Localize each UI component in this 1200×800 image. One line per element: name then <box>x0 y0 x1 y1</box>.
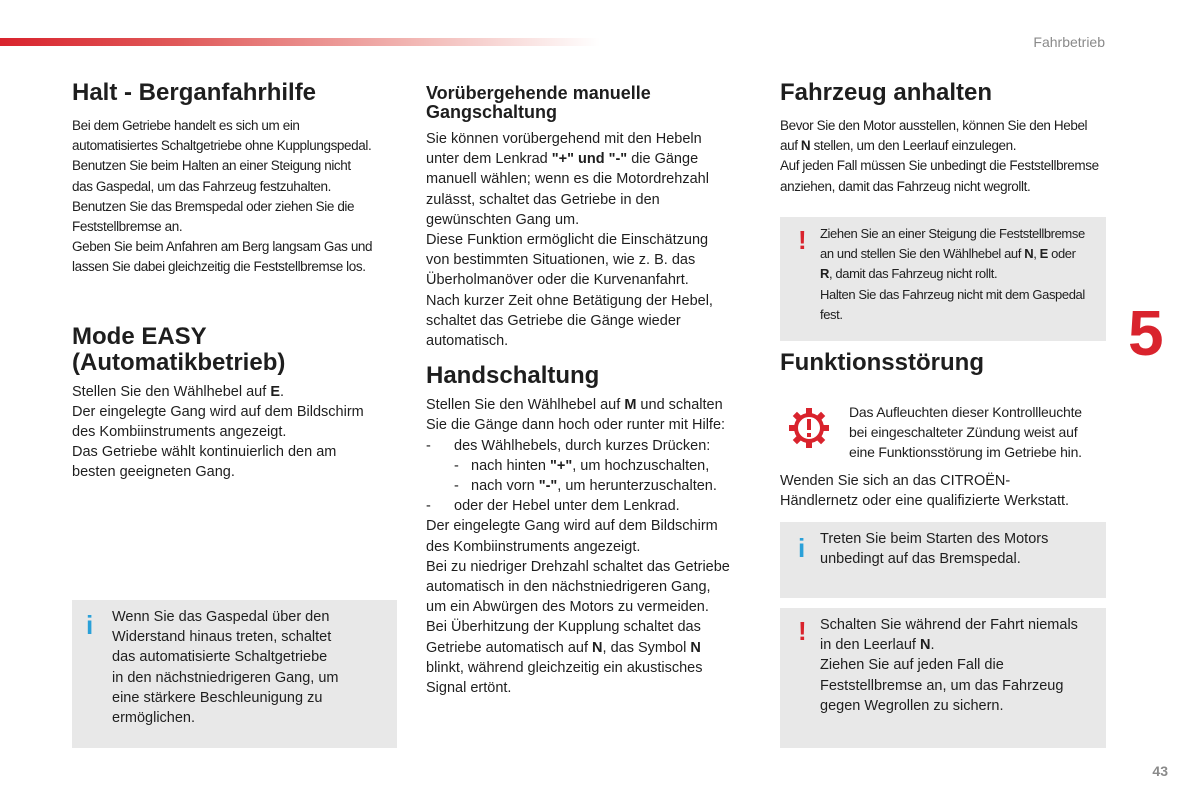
heading-funktionsstoerung: Funktionsstörung <box>780 349 984 376</box>
paragraph-manuelle-gangschaltung: Sie können vorübergehend mit den Hebeln unter dem Lenkrad "+" und "-" die Gänge manuell wählen; wenn es die Motordrehzahl zulässt, schaltet das Getriebe in den gewünschten Gang um. Diese Funktion ermöglicht die Einschätzung von bestimmten Situationen, wie z. B. das Überholmanöver oder die Kurvenanfahrt. Nach kurzer Zeit ohne Betätigung der Hebel, schaltet das Getriebe die Gänge wieder automatisch. <box>426 131 713 350</box>
info-icon: i <box>86 610 94 640</box>
warning-box-leerlauf <box>780 608 1106 748</box>
info-icon: i <box>798 533 806 563</box>
page-number: 43 <box>1152 763 1168 779</box>
paragraph-fahrzeug-anhalten: Bevor Sie den Motor ausstellen, können Sie den Hebel auf N stellen, um den Leerlauf einzulegen. Auf jeden Fall müssen Sie unbedingt die Feststellbremse anziehen, damit das Fahrzeug nicht wegrollt. <box>780 118 1099 194</box>
paragraph-werkstatt: Wenden Sie sich an das CITROËN- Händlernetz oder eine qualifizierte Werkstatt. <box>780 473 1070 510</box>
info-box-text: Wenn Sie das Gaspedal über den Widerstand hinaus treten, schaltet das automatisierte Schaltgetriebe in den nächstniedrigeren Gang, um eine stärkere Beschleunigung zu ermöglichen. <box>112 609 339 727</box>
warning-box-steigung <box>780 217 1106 341</box>
column-middle <box>426 84 752 698</box>
paragraph-handschaltung: Stellen Sie den Wählhebel auf M und schalten Sie die Gänge dann hoch oder runter mit Hilfe: - des Wählhebels, durch kurzes Drücken: - nach hinten "+", um hochzuschalten, - nach vorn "-", um herunterzuschalten. - oder der Hebel unter dem Lenkrad. Der eingelegte Gang wird auf dem Bildschirm des Kombiinstruments angezeigt. Bei zu niedriger Drehzahl schaltet das Getriebe automatisch in den nächstniedrigeren Gang, um ein Abwürgen des Motors zu vermeiden. Bei Überhitzung der Kupplung schaltet das Getriebe automatisch auf N, das Symbol N blinkt, während gleichzeitig ein akustisches Signal ertönt. <box>426 397 730 697</box>
heading-mode-easy: Mode EASY (Automatikbetrieb) <box>72 322 286 376</box>
heading-handschaltung: Handschaltung <box>426 362 600 390</box>
column-left <box>72 80 398 483</box>
exclamation-icon: ! <box>798 225 807 255</box>
info-box-bremspedal <box>780 522 1106 598</box>
fault-light-description: Das Aufleuchten dieser Kontrollleuchte bei eingeschalteter Zündung weist auf eine Funktionsstörung im Getriebe hin. <box>849 404 1082 461</box>
info-box-gaspedal <box>72 600 397 748</box>
header-accent-bar <box>0 38 600 46</box>
paragraph-berganfahrhilfe: Bei dem Getriebe handelt es sich um ein automatisiertes Schaltgetriebe ohne Kupplungspedal. Benutzen Sie beim Halten an einer Steigung nicht das Gaspedal, um das Fahrzeug festzuhalten. Benutzen Sie das Bremspedal oder ziehen Sie die Feststellbremse an. Geben Sie beim Anfahren am Berg langsam Gas und lassen Sie dabei gleichzeitig die Feststellbremse los. <box>72 118 373 275</box>
column-right <box>780 80 1106 197</box>
chapter-number: 5 <box>1128 297 1164 369</box>
info-box-text: Treten Sie beim Starten des Motors unbedingt auf das Bremspedal. <box>820 531 1049 568</box>
heading-fahrzeug-anhalten: Fahrzeug anhalten <box>780 79 993 106</box>
gearbox-fault-warning-light-icon <box>788 407 830 449</box>
warning-box-text: Schalten Sie während der Fahrt niemals in den Leerlauf N. Ziehen Sie auf jeden Fall die Feststellbremse an, um das Fahrzeug gegen Wegrollen zu sichern. <box>820 617 1078 714</box>
paragraph-mode-easy: Stellen Sie den Wählhebel auf E. Der eingelegte Gang wird auf dem Bildschirm des Kombiinstruments angezeigt. Das Getriebe wählt kontinuierlich den am besten geeigneten Gang. <box>72 383 364 481</box>
heading-berganfahrhilfe: Halt - Berganfahrhilfe <box>72 79 317 106</box>
heading-manuelle-gangschaltung: Vorübergehende manuelle Gangschaltung <box>426 83 651 122</box>
section-title: Fahrbetrieb <box>1033 34 1105 50</box>
exclamation-icon: ! <box>798 616 807 646</box>
warning-box-text: Ziehen Sie an einer Steigung die Feststellbremse an und stellen Sie den Wählhebel auf N, E oder R, damit das Fahrzeug nicht rollt. Halten Sie das Fahrzeug nicht mit dem Gaspedal fest. <box>820 226 1085 322</box>
